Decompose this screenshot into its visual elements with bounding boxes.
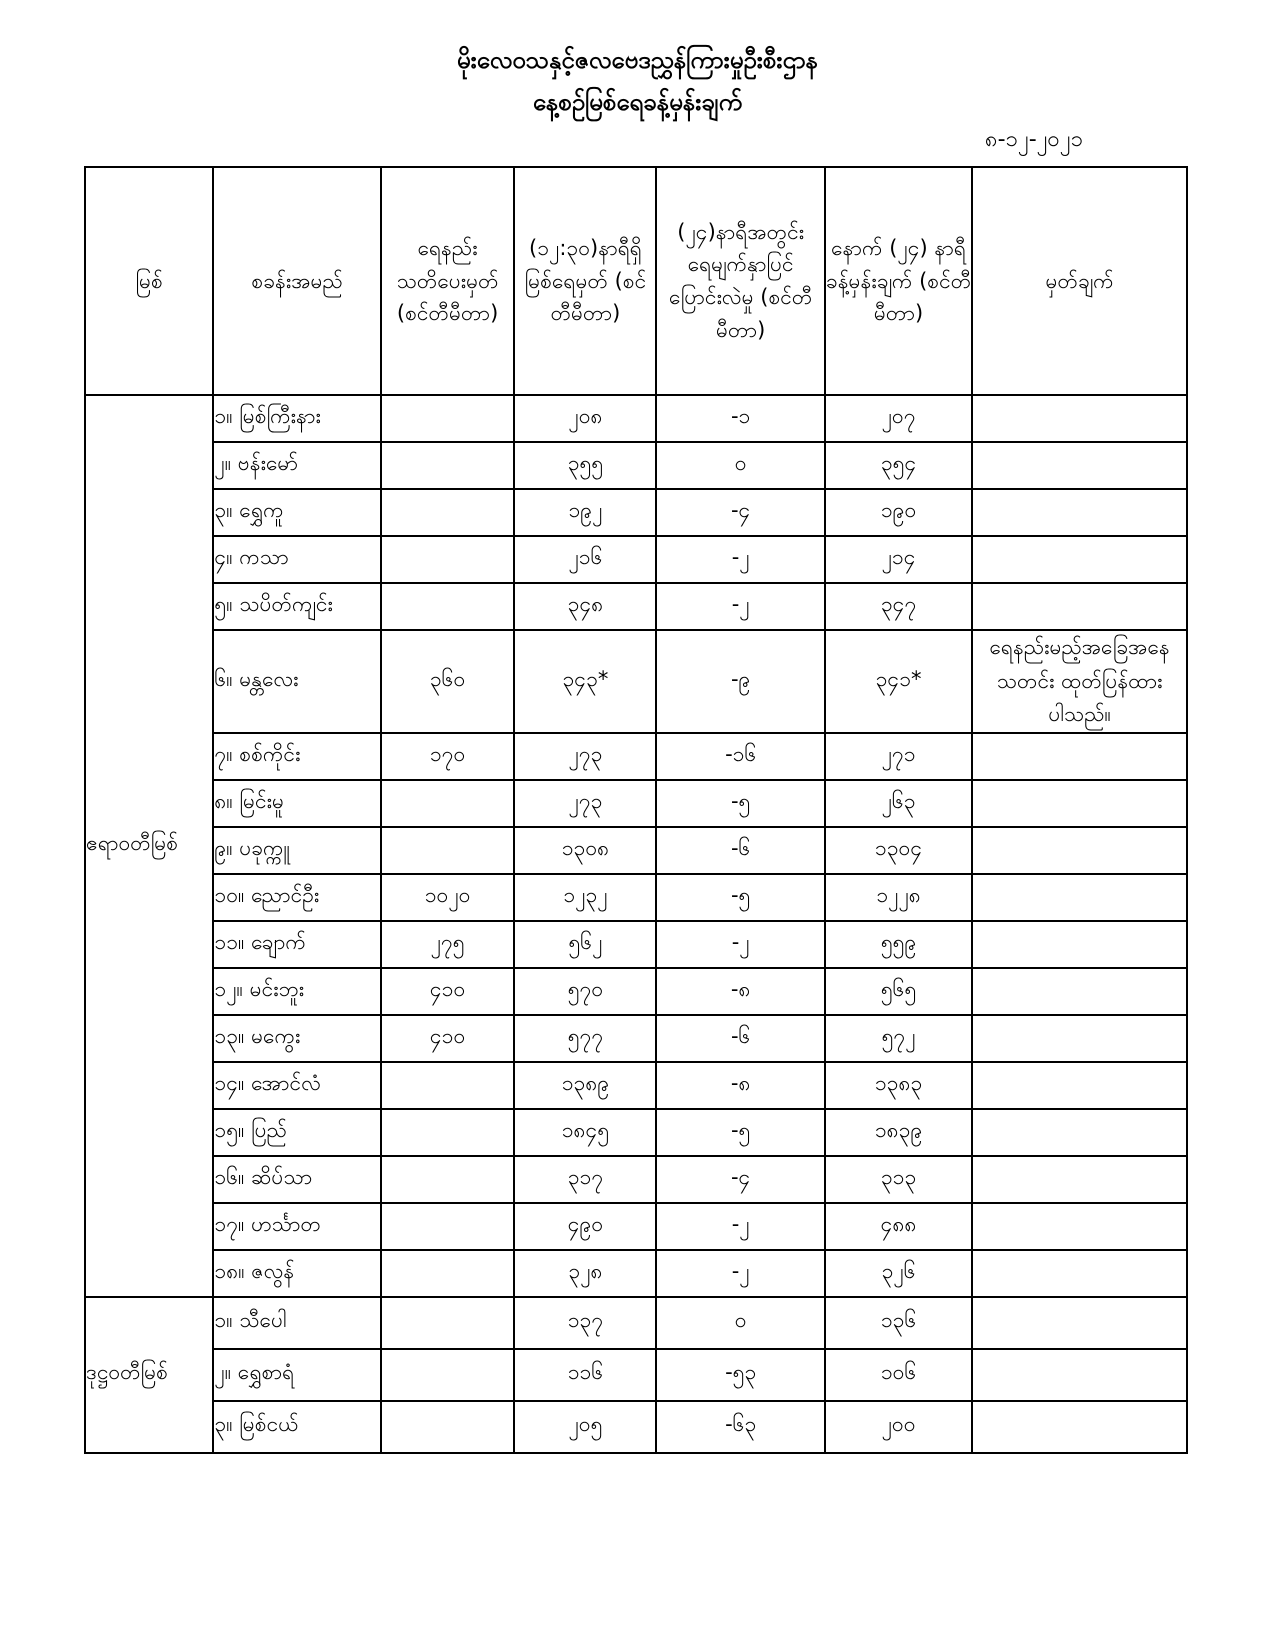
warning-level [381, 536, 515, 583]
water-level: ၁၂၃၂ [514, 874, 656, 921]
level-change: -၆၃ [656, 1401, 824, 1453]
water-level: ၂၀၅ [514, 1401, 656, 1453]
water-level: ၃၄၃* [514, 630, 656, 733]
water-level: ၁၈၄၅ [514, 1109, 656, 1156]
table-row [85, 1250, 1187, 1297]
forecast-level: ၃၁၃ [825, 1156, 972, 1203]
station-name: ၁၇။ ဟင်္သာတ [213, 1203, 380, 1250]
water-level: ၃၅၅ [514, 442, 656, 489]
warning-level [381, 1156, 515, 1203]
table-row [85, 1015, 1187, 1062]
warning-level [381, 1349, 515, 1401]
station-name: ၇။ စစ်ကိုင်း [213, 733, 380, 780]
level-change: -၁၆ [656, 733, 824, 780]
column-header: စခန်းအမည် [213, 167, 380, 395]
warning-level [381, 489, 515, 536]
forecast-level: ၄၈၈ [825, 1203, 972, 1250]
column-header: (၁၂:၃၀)နာရီရှိ မြစ်ရေမှတ် (စင်တီမီတာ) [514, 167, 656, 395]
water-level: ၅၆၂ [514, 921, 656, 968]
level-change: -၆ [656, 827, 824, 874]
remark [972, 1109, 1187, 1156]
water-level: ၁၁၆ [514, 1349, 656, 1401]
level-change: -၂ [656, 583, 824, 630]
table-row [85, 827, 1187, 874]
station-name: ၁။ မြစ်ကြီးနား [213, 395, 380, 442]
station-name: ၁။ သီပေါ [213, 1297, 380, 1349]
remark [972, 874, 1187, 921]
page-subtitle: နေ့စဉ်မြစ်ရေခန့်မှန်းချက် [532, 88, 743, 116]
forecast-level: ၅၇၂ [825, 1015, 972, 1062]
table-row [85, 1401, 1187, 1453]
station-name: ၄။ ကသာ [213, 536, 380, 583]
table-row [85, 968, 1187, 1015]
remark [972, 583, 1187, 630]
remark [972, 442, 1187, 489]
station-name: ၆။ မန္တလေး [213, 630, 380, 733]
level-change: -၅ [656, 1109, 824, 1156]
forecast-level: ၅၅၉ [825, 921, 972, 968]
water-level: ၄၉၀ [514, 1203, 656, 1250]
station-name: ၃။ ရွှေကူ [213, 489, 380, 536]
station-name: ၁၈။ ဇလွန် [213, 1250, 380, 1297]
warning-level: ၄၁၀ [381, 968, 515, 1015]
warning-level [381, 583, 515, 630]
station-name: ၂။ ဗန်းမော် [213, 442, 380, 489]
level-change: -၄ [656, 1156, 824, 1203]
table-row [85, 1203, 1187, 1250]
station-name: ၉။ ပခုက္ကူ [213, 827, 380, 874]
remark [972, 1156, 1187, 1203]
water-level: ၁၉၂ [514, 489, 656, 536]
water-level: ၅၇၇ [514, 1015, 656, 1062]
water-level: ၃၁၇ [514, 1156, 656, 1203]
warning-level [381, 1297, 515, 1349]
water-level: ၁၃၇ [514, 1297, 656, 1349]
level-change: -၂ [656, 1250, 824, 1297]
remark [972, 1297, 1187, 1349]
page-title: မိုးလေဝသနှင့်ဇလဗေဒညွှန်ကြားမှုဦးစီးဌာန [456, 46, 819, 74]
remark [972, 1203, 1187, 1250]
station-name: ၈။ မြင်းမူ [213, 780, 380, 827]
remark [972, 536, 1187, 583]
table-row [85, 1062, 1187, 1109]
remark [972, 921, 1187, 968]
level-change: ၀ [656, 1297, 824, 1349]
table-row [85, 733, 1187, 780]
river-name: ဧရာဝတီမြစ် [85, 395, 213, 1297]
level-change: ၀ [656, 442, 824, 489]
remark: ရေနည်းမည့်အခြေအနေသတင်း ထုတ်ပြန်ထားပါသည်။ [972, 630, 1187, 733]
level-change: -၈ [656, 968, 824, 1015]
station-name: ၁၆။ ဆိပ်သာ [213, 1156, 380, 1203]
remark [972, 1250, 1187, 1297]
level-change: -၆ [656, 1015, 824, 1062]
forecast-level: ၃၄၇ [825, 583, 972, 630]
forecast-level: ၅၆၅ [825, 968, 972, 1015]
remark [972, 1401, 1187, 1453]
station-name: ၂။ ရွှေစာရံ [213, 1349, 380, 1401]
forecast-level: ၁၃၈၃ [825, 1062, 972, 1109]
forecast-level: ၂၆၃ [825, 780, 972, 827]
table-row [85, 395, 1187, 442]
river-name: ဒုဋ္ဌဝတီမြစ် [85, 1297, 213, 1453]
water-level: ၂၁၆ [514, 536, 656, 583]
station-name: ၁၂။ မင်းဘူး [213, 968, 380, 1015]
water-level: ၁၃၈၉ [514, 1062, 656, 1109]
level-change: -၉ [656, 630, 824, 733]
station-name: ၁၀။ ညောင်ဦး [213, 874, 380, 921]
level-change: -၅ [656, 780, 824, 827]
column-header: ရေနည်း သတိပေးမှတ် (စင်တီမီတာ) [381, 167, 515, 395]
water-level: ၃၄၈ [514, 583, 656, 630]
warning-level: ၂၇၅ [381, 921, 515, 968]
water-level: ၂၀၈ [514, 395, 656, 442]
warning-level [381, 1250, 515, 1297]
station-name: ၁၄။ အောင်လံ [213, 1062, 380, 1109]
forecast-level: ၂၁၄ [825, 536, 972, 583]
table-row [85, 536, 1187, 583]
river-forecast-table [84, 166, 1188, 1454]
warning-level [381, 1203, 515, 1250]
station-name: ၁၁။ ချောက် [213, 921, 380, 968]
station-name: ၁၃။ မကွေး [213, 1015, 380, 1062]
remark [972, 780, 1187, 827]
table-header-row [85, 167, 1187, 395]
table-row [85, 583, 1187, 630]
forecast-level: ၂၀၇ [825, 395, 972, 442]
table-row [85, 874, 1187, 921]
table-row [85, 921, 1187, 968]
station-name: ၁၅။ ပြည် [213, 1109, 380, 1156]
forecast-level: ၁၀၆ [825, 1349, 972, 1401]
column-header: (၂၄)နာရီအတွင်း ရေမျက်နှာပြင် ပြောင်းလဲမှု (စင်တီမီတာ) [656, 167, 824, 395]
column-header: မြစ် [85, 167, 213, 395]
table-row [85, 442, 1187, 489]
warning-level [381, 827, 515, 874]
forecast-level: ၁၃၆ [825, 1297, 972, 1349]
warning-level [381, 395, 515, 442]
forecast-level: ၁၂၂၈ [825, 874, 972, 921]
forecast-level: ၂၇၁ [825, 733, 972, 780]
level-change: -၂ [656, 921, 824, 968]
remark [972, 827, 1187, 874]
water-level: ၂၇၃ [514, 780, 656, 827]
warning-level [381, 780, 515, 827]
remark [972, 1349, 1187, 1401]
level-change: -၂ [656, 1203, 824, 1250]
remark [972, 968, 1187, 1015]
warning-level: ၁၇၀ [381, 733, 515, 780]
level-change: -၅ [656, 874, 824, 921]
table-row [85, 1349, 1187, 1401]
forecast-level: ၃၂၆ [825, 1250, 972, 1297]
table-row [85, 630, 1187, 733]
table-row [85, 489, 1187, 536]
table-row [85, 780, 1187, 827]
water-level: ၃၂၈ [514, 1250, 656, 1297]
forecast-level: ၃၄၁* [825, 630, 972, 733]
station-name: ၅။ သပိတ်ကျင်း [213, 583, 380, 630]
remark [972, 489, 1187, 536]
forecast-level: ၁၃၀၄ [825, 827, 972, 874]
report-date: ၈-၁၂-၂၀၂၁ [985, 127, 1083, 152]
column-header: နောက် (၂၄) နာရီ ခန့်မှန်းချက် (စင်တီမီတာ) [825, 167, 972, 395]
level-change: -၅၃ [656, 1349, 824, 1401]
table-row [85, 1156, 1187, 1203]
level-change: -၈ [656, 1062, 824, 1109]
forecast-level: ၁၈၃၉ [825, 1109, 972, 1156]
remark [972, 1062, 1187, 1109]
table-row [85, 1109, 1187, 1156]
level-change: -၂ [656, 536, 824, 583]
water-level: ၁၃၀၈ [514, 827, 656, 874]
warning-level [381, 442, 515, 489]
remark [972, 1015, 1187, 1062]
remark [972, 395, 1187, 442]
table-row [85, 1297, 1187, 1349]
warning-level: ၁၀၂၀ [381, 874, 515, 921]
station-name: ၃။ မြစ်ငယ် [213, 1401, 380, 1453]
water-level: ၅၇၀ [514, 968, 656, 1015]
warning-level [381, 1401, 515, 1453]
warning-level [381, 1062, 515, 1109]
column-header: မှတ်ချက် [972, 167, 1187, 395]
level-change: -၄ [656, 489, 824, 536]
warning-level: ၄၁၀ [381, 1015, 515, 1062]
warning-level: ၃၆၀ [381, 630, 515, 733]
forecast-level: ၂၀၀ [825, 1401, 972, 1453]
remark [972, 733, 1187, 780]
warning-level [381, 1109, 515, 1156]
level-change: -၁ [656, 395, 824, 442]
forecast-level: ၁၉၀ [825, 489, 972, 536]
water-level: ၂၇၃ [514, 733, 656, 780]
forecast-level: ၃၅၄ [825, 442, 972, 489]
